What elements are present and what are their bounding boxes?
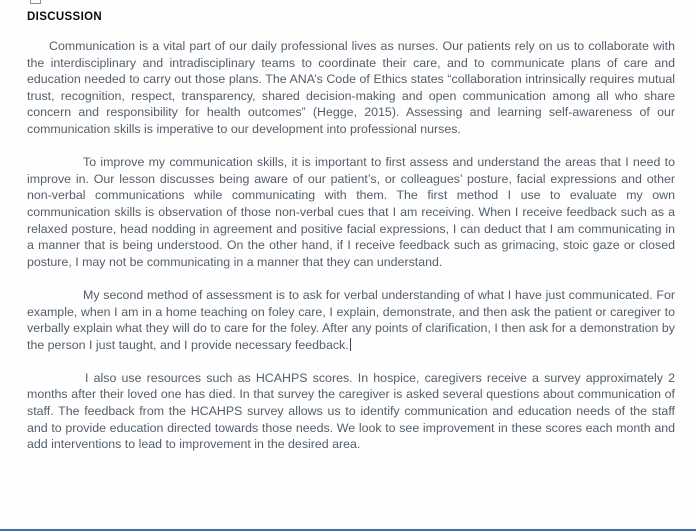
document-text-area[interactable] [27,0,675,453]
paragraph-1: Communication is a vital part of our daily professional lives as nurses. Our patients rely on us to collaborate with the interdisciplinary and intradisciplinary teams to coordinate their care, and to communicate plans of care and education needed to carry out those plans. The ANA’s Code of Ethics states “collaboration intrinsically requires mutual trust, recognition, respect, transparency, shared decision-making and open communication among all who share concern and responsibility for health outcomes” (Hegge, 2015). Assessing and learning self-awareness of our communication skills is imperative to our development into professional nurses. [27,39,675,136]
paragraph-3-text: My second method of assessment is to ask for verbal understanding of what I have just communicated. For example, when I am in a home teaching on foley care, I explain, demonstrate, and then ask the patient or caregiver to verbally explain what they will do to care for the foley. After any points of clarification, I then ask for a demonstration by the person I just taught, and I provide necessary feedback. [27,287,675,352]
section-heading-discussion: DISCUSSION [27,11,103,23]
paragraph-2: To improve my communication skills, it is important to first assess and understand the areas that I need to improve in. Our lesson discusses being aware of our patient’s, or colleagues’ posture, facial expressions and other non-verbal communications while communicating with them. The first method I use to evaluate my own communication skills is observation of those non-verbal cues that I am receiving. When I receive feedback such as a relaxed posture, head nodding in agreement and positive facial expressions, I can deduct that I am communicating in a manner that is being understood. On the other hand, if I receive feedback such as grimacing, stoic gaze or closed posture, I may not be communicating in a manner that they can understand. [27,155,675,269]
paragraph-3 [27,287,675,353]
text-caret [350,338,351,351]
paragraph-4: I also use resources such as HCAHPS scores. In hospice, caregivers receive a survey approximately 2 months after their loved one has died. In that survey the caregiver is asked several questions about communication of staff. The feedback from the HCAHPS survey allows us to identify communication and education needs of the staff and to provide education directed towards those needs. We look to see improvement in these scores each month and add interventions to lead to improvement in the desired area. [27,370,675,452]
